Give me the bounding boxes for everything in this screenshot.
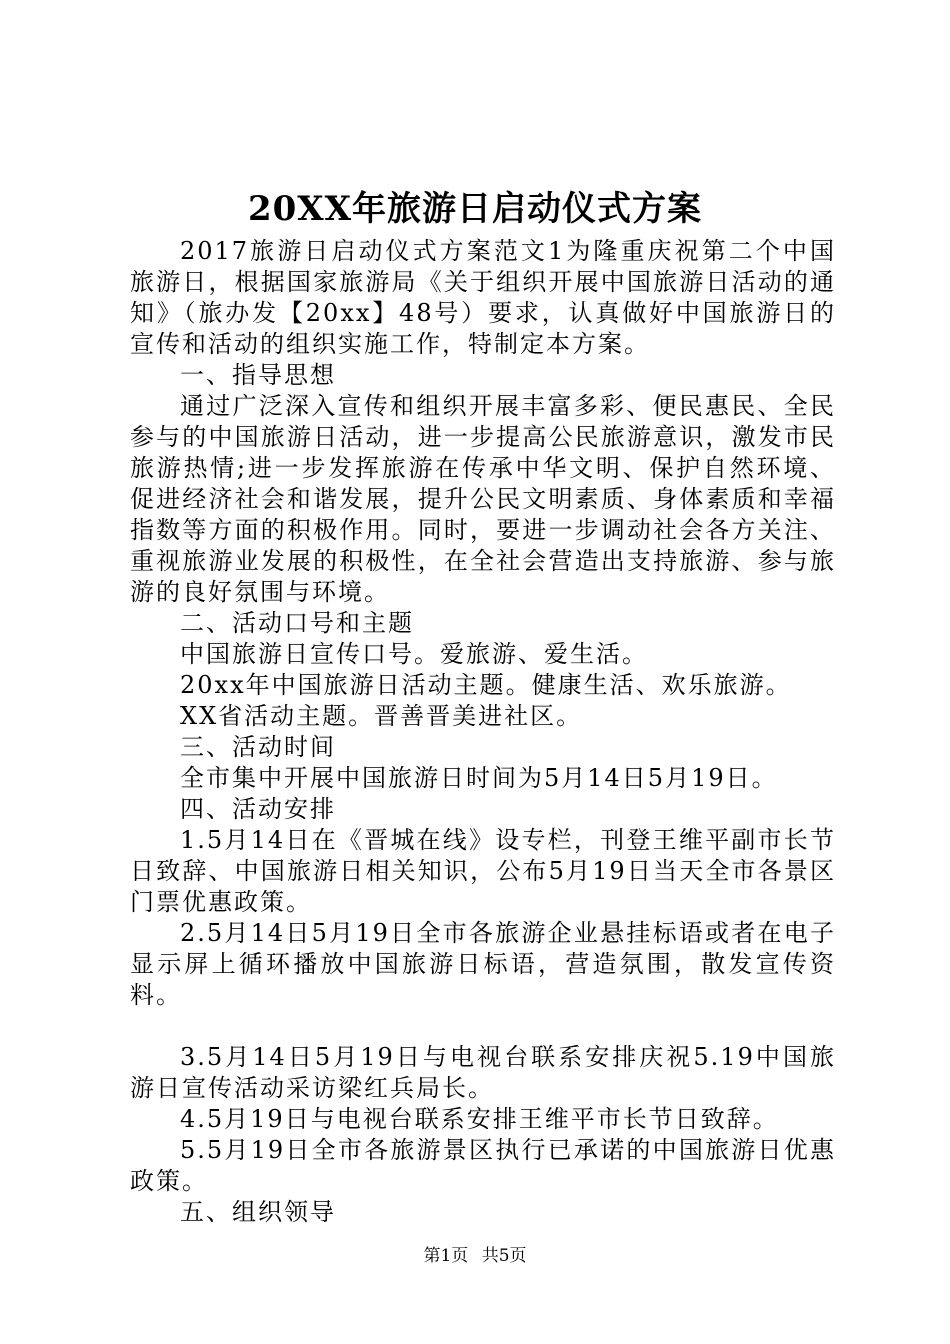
document-body bbox=[130, 236, 836, 1228]
guiding-ideology-paragraph: 通过广泛深入宣传和组织开展丰富多彩、便民惠民、全民参与的中国旅游日活动，进一步提高公民旅游意识，激发市民旅游热情;进一步发挥旅游在传承中华文明、保护自然环境、促进经济社会和谐发展，提升公民文明素质、身体素质和幸福指数等方面的积极作用。同时，要进一步调动社会各方关注、重视旅游业发展的积极性，在全社会营造出支持旅游、参与旅游的良好氛围与环境。 bbox=[130, 392, 836, 606]
national-theme-paragraph: 20xx年中国旅游日活动主题。健康生活、欢乐旅游。 bbox=[180, 671, 792, 699]
document-title: 20XX年旅游日启动仪式方案 bbox=[247, 189, 703, 229]
section-heading-guiding-ideology: 一、指导思想 bbox=[180, 361, 336, 389]
section-heading-activity-time: 三、活动时间 bbox=[180, 733, 336, 761]
intro-paragraph: 2017旅游日启动仪式方案范文1为隆重庆祝第二个中国旅游日，根据国家旅游局《关于组织开展中国旅游日活动的通知》（旅办发【20xx】48号）要求，认真做好中国旅游日的宣传和活动的组织实施工作，特制定本方案。 bbox=[130, 237, 836, 358]
section-heading-arrangements: 四、活动安排 bbox=[180, 795, 336, 823]
province-theme-paragraph: XX省活动主题。晋善晋美进社区。 bbox=[180, 702, 583, 730]
section-heading-organization: 五、组织领导 bbox=[180, 1198, 336, 1226]
page-total: 共5页 bbox=[481, 1246, 527, 1266]
activity-time-paragraph: 全市集中开展中国旅游日时间为5月14日5月19日。 bbox=[180, 764, 778, 792]
arrangement-item-5: 5.5月19日全市各旅游景区执行已承诺的中国旅游日优惠政策。 bbox=[130, 1136, 836, 1195]
section-heading-slogan-theme: 二、活动口号和主题 bbox=[180, 609, 414, 637]
arrangement-item-3: 3.5月14日5月19日与电视台联系安排庆祝5.19中国旅游日宣传活动采访梁红兵局长。 bbox=[130, 1043, 836, 1102]
page-footer bbox=[0, 1244, 950, 1268]
arrangement-item-1: 1.5月14日在《晋城在线》设专栏，刊登王维平副市长节日致辞、中国旅游日相关知识，公布5月19日当天全市各景区门票优惠政策。 bbox=[130, 826, 836, 916]
page-number: 第1页 bbox=[423, 1246, 469, 1266]
slogan-paragraph: 中国旅游日宣传口号。爱旅游、爱生活。 bbox=[180, 640, 648, 668]
arrangement-item-4: 4.5月19日与电视台联系安排王维平市长节日致辞。 bbox=[180, 1105, 779, 1133]
arrangement-item-2: 2.5月14日5月19日全市各旅游企业悬挂标语或者在电子显示屏上循环播放中国旅游日标语，营造氛围，散发宣传资料。 bbox=[130, 919, 836, 1009]
